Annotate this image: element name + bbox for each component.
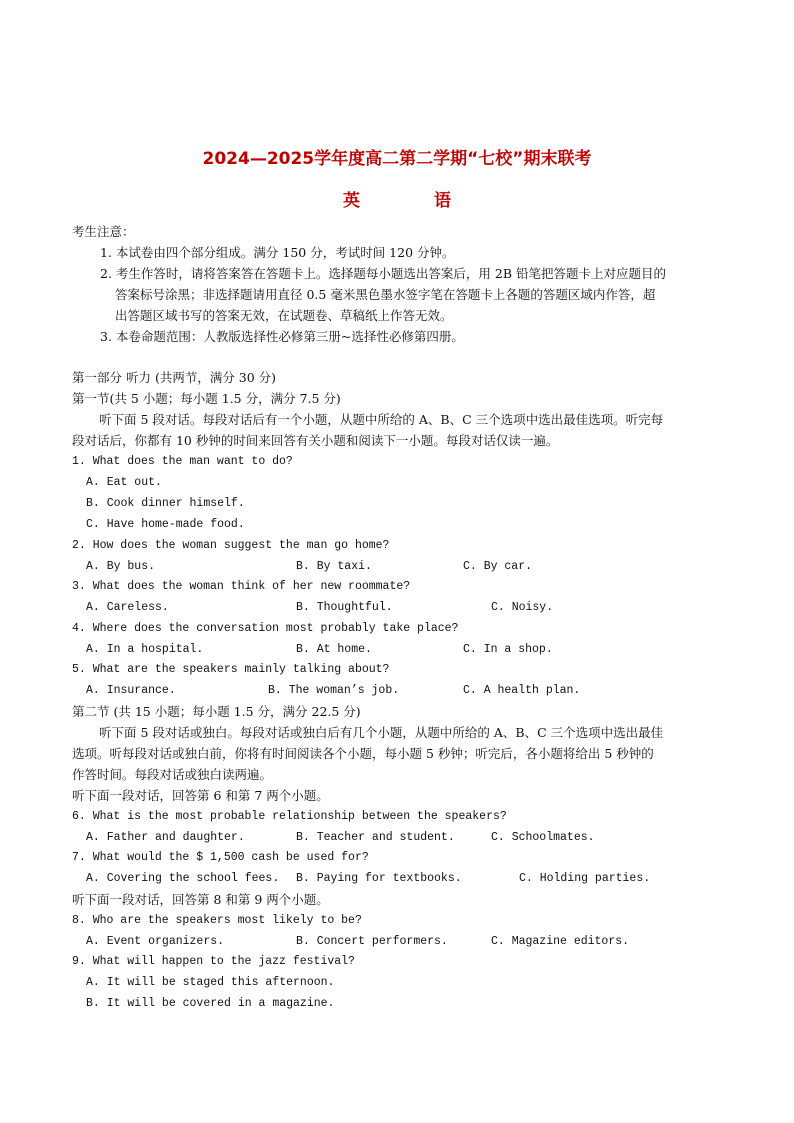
option-c: C. By car. <box>463 560 533 573</box>
question-stem: 1. What does the man want to do? <box>72 455 293 468</box>
exam-subject: 英 语 <box>343 191 485 211</box>
question-stem: 9. What will happen to the jazz festival? <box>72 955 355 968</box>
option-b: B. Concert performers. <box>296 935 448 948</box>
option-c: C. Schoolmates. <box>491 831 595 844</box>
option-a: A. It will be staged this afternoon. <box>86 976 335 989</box>
option-c: C. Have home-made food. <box>86 518 245 531</box>
option-a: A. Insurance. <box>86 684 176 697</box>
option-c: C. A health plan. <box>463 684 581 697</box>
section2-instructions: 作答时间。每段对话或独白读两遍。 <box>72 767 273 782</box>
section2-instructions: 选项。听每段对话或独白前，你将有时间阅读各个小题，每小题 5 秒钟；听完后，各小题将给出 5 秒钟的 <box>72 746 654 761</box>
option-a: A. By bus. <box>86 560 156 573</box>
option-c: C. Holding parties. <box>519 872 651 885</box>
section1-instructions: 段对话后，你都有 10 秒钟的时间来回答有关小题和阅读下一小题。每段对话仅读一遍。 <box>72 433 559 448</box>
notice-item: 3. 本卷命题范围：人教版选择性必修第三册~选择性必修第四册。 <box>100 329 464 344</box>
dialogue-lead: 听下面一段对话，回答第 6 和第 7 两个小题。 <box>72 788 329 803</box>
option-c: C. Noisy. <box>491 601 554 614</box>
question-stem: 3. What does the woman think of her new roommate? <box>72 580 411 593</box>
section1-heading: 第一节(共 5 小题；每小题 1.5 分，满分 7.5 分) <box>72 391 341 406</box>
notice-item: 出答题区域书写的答案无效，在试题卷、草稿纸上作答无效。 <box>115 308 453 323</box>
dialogue-lead: 听下面一段对话，回答第 8 和第 9 两个小题。 <box>72 892 329 907</box>
section1-instructions: 听下面 5 段对话。每段对话后有一个小题，从题中所给的 A、B、C 三个选项中选出最佳选项。听完每 <box>99 412 664 427</box>
question-stem: 5. What are the speakers mainly talking about? <box>72 663 390 676</box>
section2-instructions: 听下面 5 段对话或独白。每段对话或独白后有几个小题，从题中所给的 A、B、C 三个选项中选出最佳 <box>99 725 664 740</box>
notice-item: 1. 本试卷由四个部分组成。满分 150 分，考试时间 120 分钟。 <box>100 245 455 260</box>
question-stem: 8. Who are the speakers most likely to be? <box>72 914 362 927</box>
option-b: B. It will be covered in a magazine. <box>86 997 335 1010</box>
option-a: A. In a hospital. <box>86 643 204 656</box>
option-a: A. Covering the school fees. <box>86 872 280 885</box>
option-b: B. Paying for textbooks. <box>296 872 462 885</box>
question-stem: 4. Where does the conversation most probably take place? <box>72 622 459 635</box>
question-stem: 7. What would the $ 1,500 cash be used for? <box>72 851 369 864</box>
option-a: A. Event organizers. <box>86 935 225 948</box>
notice-item: 答案标号涂黑；非选择题请用直径 0.5 毫米黑色墨水签字笔在答题卡上各题的答题区域内作答，超 <box>115 287 656 302</box>
option-b: B. Thoughtful. <box>296 601 393 614</box>
notice-heading: 考生注意： <box>72 224 135 239</box>
option-c: C. In a shop. <box>463 643 553 656</box>
option-b: B. The woman’s job. <box>268 684 400 697</box>
option-a: A. Careless. <box>86 601 169 614</box>
option-c: C. Magazine editors. <box>491 935 630 948</box>
part1-heading: 第一部分 听力 (共两节，满分 30 分) <box>72 370 277 385</box>
option-a: A. Eat out. <box>86 476 162 489</box>
exam-title: 2024—2025学年度高二第二学期“七校”期末联考 <box>202 149 592 169</box>
notice-item: 2. 考生作答时，请将答案答在答题卡上。选择题每小题选出答案后，用 2B 铅笔把答题卡上对应题目的 <box>100 266 666 281</box>
option-a: A. Father and daughter. <box>86 831 245 844</box>
option-b: B. Teacher and student. <box>296 831 455 844</box>
option-b: B. Cook dinner himself. <box>86 497 245 510</box>
option-b: B. By taxi. <box>296 560 372 573</box>
question-stem: 2. How does the woman suggest the man go home? <box>72 539 390 552</box>
question-stem: 6. What is the most probable relationship between the speakers? <box>72 810 507 823</box>
section2-heading: 第二节 (共 15 小题；每小题 1.5 分，满分 22.5 分) <box>72 704 361 719</box>
option-b: B. At home. <box>296 643 372 656</box>
